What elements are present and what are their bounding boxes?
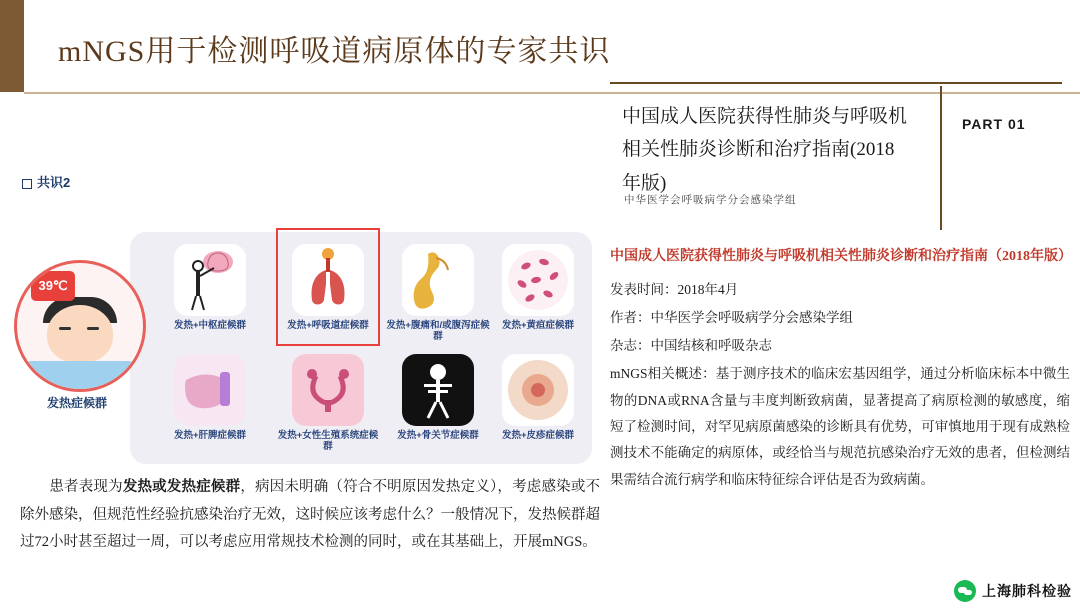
liver-icon xyxy=(174,354,246,426)
symptom-cell-bone-joint[interactable] xyxy=(386,354,490,442)
symptom-cell-cns[interactable] xyxy=(158,244,262,332)
symptom-cell-liver-spleen[interactable] xyxy=(158,354,262,442)
guideline-cover-author: 中华医学会呼吸病学分会感染学组 xyxy=(624,195,797,206)
thermometer-badge: 39℃ xyxy=(31,271,75,301)
patient-face xyxy=(47,305,113,363)
guideline-field-journal: 杂志：中国结核和呼吸杂志 xyxy=(610,337,772,353)
symptom-cell-label: 发热+女性生殖系统症候群 xyxy=(277,430,379,452)
brain-icon xyxy=(174,244,246,316)
consensus-label xyxy=(22,172,70,191)
watermark-text: 上海肺科检验 xyxy=(982,583,1072,599)
stomach-icon xyxy=(402,244,474,316)
patient-badge xyxy=(14,260,146,392)
guideline-details xyxy=(610,246,1070,493)
highlight-box-respiratory xyxy=(276,228,380,346)
symptom-cell-abdominal[interactable] xyxy=(386,244,490,343)
skeleton-icon xyxy=(402,354,474,426)
wechat-logo-icon xyxy=(954,580,976,602)
page-title: mNGS用于检测呼吸道病原体的专家共识 xyxy=(58,35,611,68)
accent-bar xyxy=(0,0,24,92)
part-label: PART 01 xyxy=(962,116,1026,132)
symptom-cell-label: 发热+骨关节症候群 xyxy=(397,430,479,441)
guideline-field-author: 作者：中华医学会呼吸病学分会感染学组 xyxy=(610,310,853,326)
cells-icon xyxy=(502,244,574,316)
guideline-heading: 中国成人医院获得性肺炎与呼吸机相关性肺炎诊断和治疗指南（2018年版） xyxy=(610,249,1072,264)
rash-icon xyxy=(502,354,574,426)
symptom-figure xyxy=(8,228,594,468)
guideline-field-date: 发表时间：2018年4月 xyxy=(610,282,739,298)
guideline-cover xyxy=(610,82,1062,232)
symptom-cell-jaundice[interactable] xyxy=(486,244,590,332)
watermark xyxy=(954,580,1072,602)
patient-blanket xyxy=(21,361,139,389)
guideline-cover-title: 中国成人医院获得性肺炎与呼吸机相关性肺炎诊断和治疗指南(2018 年版) xyxy=(622,106,908,194)
badge-caption: 发热症候群 xyxy=(46,396,107,410)
symptom-cell-label: 发热+黄疸症候群 xyxy=(501,320,575,331)
symptom-cell-rash[interactable] xyxy=(486,354,590,442)
symptom-cell-label: 发热+腹痛和/或腹泻症候群 xyxy=(386,320,490,342)
patient-eye-left xyxy=(59,327,71,330)
consensus-label-text: 共识2 xyxy=(37,175,71,190)
symptom-cell-label: 发热+中枢症候群 xyxy=(173,320,247,331)
guideline-summary: mNGS相关概述：基于测序技术的临床宏基因组学，通过分析临床标本中微生物的DNA或RNA含量与丰度判断致病菌，显著提高了病原检测的敏感度，缩短了检测时间，对罕见病原菌感染的诊断具有优势，可审慎地用于现有成熟检测技术不能确定的病原体，或经恰当与规范抗感染治疗无效的患者，但检测结果需结合流行病学和临床特征综合评估是否为致病菌。 xyxy=(610,366,1070,487)
bullet-square-icon xyxy=(22,179,32,189)
uterus-icon xyxy=(292,354,364,426)
cover-divider xyxy=(940,86,942,230)
symptom-cell-label: 发热+呼吸道症候群 xyxy=(287,320,369,331)
symptom-cell-female-repro[interactable] xyxy=(276,354,380,453)
consensus-paragraph: 患者表现为发热或发热症候群，病因未明确（符合不明原因发热定义），考虑感染或不除外感染，但规范性经验抗感染治疗无效，这时候应该考虑什么？一般情况下，发热候群超过72小时甚至超过一周，可以考虑应用常规技术检测的同时，或在其基础上，开展mNGS。 xyxy=(20,479,601,551)
patient-eye-right xyxy=(87,327,99,330)
symptom-cell-label: 发热+皮疹症候群 xyxy=(501,430,575,441)
symptom-cell-label: 发热+肝脾症候群 xyxy=(173,430,247,441)
